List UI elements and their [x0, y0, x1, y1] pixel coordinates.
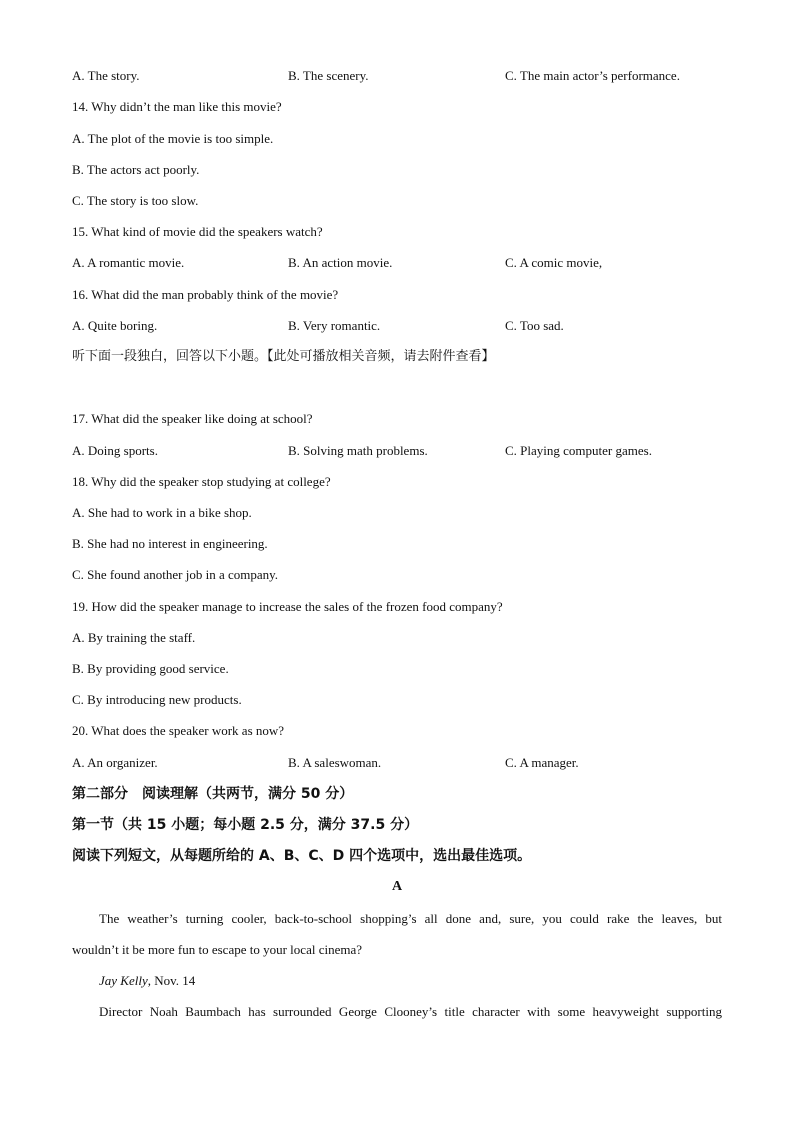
q19-option-a: A. By training the staff.: [72, 630, 196, 645]
passage-p1-line1: The weather’s turning cooler, back-to-school shopping’s all done and, sure, you could rake the leaves, but: [99, 911, 722, 926]
q13-option-b: B. The scenery.: [288, 68, 369, 83]
q14-option-c: C. The story is too slow.: [72, 193, 199, 208]
q17-option-a: A. Doing sports.: [72, 443, 158, 458]
q19-question: 19. How did the speaker manage to increase the sales of the frozen food company?: [72, 599, 503, 614]
q19-option-c: C. By introducing new products.: [72, 692, 242, 707]
q16-option-a: A. Quite boring.: [72, 318, 158, 333]
q18-question: 18. Why did the speaker stop studying at college?: [72, 474, 331, 489]
movie-title: Jay Kelly: [99, 973, 148, 988]
passage-label: A: [391, 879, 403, 894]
reading-instruction: 阅读下列短文，从每题所给的 A、B、C、D 四个选项中，选出最佳选项。: [72, 848, 532, 864]
q14-option-b: B. The actors act poorly.: [72, 162, 200, 177]
movie-heading: [99, 973, 722, 989]
q16-option-c: C. Too sad.: [505, 318, 564, 333]
q15-option-c: C. A comic movie,: [505, 255, 603, 270]
q20-option-a: A. An organizer.: [72, 755, 158, 770]
q15-question: 15. What kind of movie did the speakers watch?: [72, 224, 323, 239]
q14-question: 14. Why didn’t the man like this movie?: [72, 99, 282, 114]
q15-option-b: B. An action movie.: [288, 255, 393, 270]
q18-option-a: A. She had to work in a bike shop.: [72, 505, 252, 520]
q20-option-c: C. A manager.: [505, 755, 579, 770]
q15-option-a: A. A romantic movie.: [72, 255, 185, 270]
q20-question: 20. What does the speaker work as now?: [72, 723, 285, 738]
q14-option-a: A. The plot of the movie is too simple.: [72, 131, 274, 146]
q19-option-b: B. By providing good service.: [72, 661, 229, 676]
q17-question: 17. What did the speaker like doing at school?: [72, 411, 313, 426]
part2-title: 第二部分 阅读理解（共两节，满分 50 分）: [72, 786, 354, 802]
q13-option-a: A. The story.: [72, 68, 140, 83]
passage-p2-line1: Director Noah Baumbach has surrounded George Clooney’s title character with some heavyweight supporting: [99, 1004, 722, 1019]
q18-option-c: C. She found another job in a company.: [72, 567, 279, 582]
q16-option-b: B. Very romantic.: [288, 318, 381, 333]
q20-option-b: B. A saleswoman.: [288, 755, 382, 770]
movie-date: , Nov. 14: [147, 973, 196, 988]
q16-question: 16. What did the man probably think of the movie?: [72, 287, 339, 302]
q17-option-c: C. Playing computer games.: [505, 443, 652, 458]
listening-instruction: 听下面一段独白，回答以下小题。【此处可播放相关音频，请去附件查看】: [72, 349, 495, 364]
passage-p1-line2: wouldn’t it be more fun to escape to your local cinema?: [72, 942, 362, 957]
section1-title: 第一节（共 15 小题；每小题 2.5 分，满分 37.5 分）: [72, 817, 419, 833]
q17-option-b: B. Solving math problems.: [288, 443, 428, 458]
q13-option-c: C. The main actor’s performance.: [505, 68, 680, 83]
q18-option-b: B. She had no interest in engineering.: [72, 536, 268, 551]
